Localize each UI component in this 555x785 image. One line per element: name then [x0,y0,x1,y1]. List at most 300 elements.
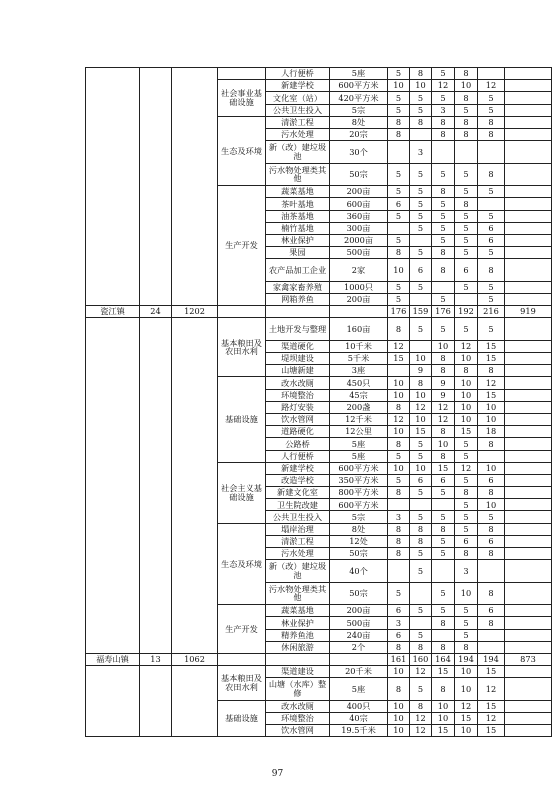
category-cell: 生态及环境 [218,523,266,605]
year-value: 8 [455,548,478,560]
year-value: 10 [388,666,410,678]
year-value: 15 [455,426,478,438]
year-value: 15 [388,353,410,365]
year-value: 8 [455,198,478,210]
year-value: 8 [455,92,478,104]
year-value: 5 [410,92,432,104]
year-value: 5 [432,234,455,246]
year-value: 10 [455,389,478,401]
year-value: 5 [388,92,410,104]
year-value: 5 [432,163,455,186]
item-name: 改造学校 [266,474,330,486]
scale-value: 500亩 [330,247,388,259]
town-summary-row [86,306,552,318]
year-value: 10 [410,80,432,92]
scale-value: 8处 [330,116,388,128]
year-value: 8 [478,163,505,186]
item-name: 楠竹基地 [266,222,330,234]
year-value: 10 [388,259,410,282]
scale-value: 50宗 [330,163,388,186]
scale-value: 20宗 [330,128,388,140]
year-value: 10 [410,389,432,401]
blank-count-cell [140,666,172,737]
year-value: 12 [388,413,410,425]
year-value: 5 [455,222,478,234]
year-value: 6 [478,605,505,617]
year-value: 8 [478,438,505,450]
item-name: 污水处理 [266,548,330,560]
year-value: 5 [410,222,432,234]
total-value: 176 [388,306,410,318]
total-value: 160 [410,653,432,665]
year-value [410,293,432,305]
year-value [505,450,552,462]
year-value: 8 [432,128,455,140]
year-value: 6 [478,222,505,234]
item-name: 林业保护 [266,617,330,629]
scale-value: 5座 [330,68,388,80]
scale-value: 350平方米 [330,474,388,486]
blank-area-cell [172,666,218,737]
year-value: 10 [410,353,432,365]
year-value [388,365,410,377]
year-value: 8 [388,678,410,701]
scale-value: 600平方米 [330,80,388,92]
year-value: 5 [410,450,432,462]
scale-value: 19.5千米 [330,725,388,737]
total-value: 919 [505,306,552,318]
item-name: 清淤工程 [266,116,330,128]
year-value: 5 [410,163,432,186]
year-value [505,318,552,341]
year-value: 8 [478,548,505,560]
year-value: 10 [410,413,432,425]
scale-value: 5宗 [330,104,388,116]
total-value: 194 [478,653,505,665]
blank-town-cell [86,68,140,306]
year-value [505,511,552,523]
year-value: 8 [388,487,410,499]
year-value [505,104,552,116]
year-value: 15 [478,666,505,678]
year-value [505,210,552,222]
year-value: 8 [432,247,455,259]
year-value [388,499,410,511]
table-row [86,68,552,80]
year-value: 5 [410,210,432,222]
year-value: 5 [410,186,432,198]
empty-cell [330,306,388,318]
year-value: 8 [478,523,505,535]
total-value: 192 [455,306,478,318]
year-value [455,293,478,305]
category-cell: 社会主义基础设施 [218,462,266,523]
total-value: 873 [505,653,552,665]
year-value: 12 [410,666,432,678]
year-value [505,293,552,305]
total-value: 194 [455,653,478,665]
category-cell: 生产开发 [218,186,266,306]
year-value: 8 [432,641,455,653]
year-value [505,141,552,164]
year-value: 5 [432,222,455,234]
year-value: 5 [388,186,410,198]
year-value [505,247,552,259]
year-value [505,713,552,725]
year-value: 5 [478,293,505,305]
scale-value: 50宗 [330,582,388,605]
year-value: 5 [432,582,455,605]
year-value: 10 [410,462,432,474]
year-value: 5 [455,163,478,186]
year-value: 5 [478,247,505,259]
year-value: 8 [388,401,410,413]
year-value: 10 [388,80,410,92]
year-value: 8 [432,116,455,128]
year-value: 15 [432,666,455,678]
category-cell: 基本粮田及农田水利 [218,318,266,377]
blank-area-cell [172,68,218,306]
year-value [505,80,552,92]
year-value [505,163,552,186]
year-value: 5 [455,523,478,535]
year-value [505,678,552,701]
year-value [505,116,552,128]
year-value [505,641,552,653]
year-value: 8 [478,487,505,499]
year-value: 10 [455,678,478,701]
year-value: 8 [432,365,455,377]
item-name: 文化室（站） [266,92,330,104]
year-value: 12 [410,401,432,413]
year-value: 15 [410,426,432,438]
scale-value: 2000亩 [330,234,388,246]
year-value [432,141,455,164]
scale-value: 200盏 [330,401,388,413]
item-name: 精养鱼池 [266,629,330,641]
year-value: 5 [388,474,410,486]
item-name: 网箱养鱼 [266,293,330,305]
year-value [478,198,505,210]
year-value [505,617,552,629]
scale-value: 5座 [330,438,388,450]
year-value [505,353,552,365]
year-value [505,92,552,104]
year-value: 5 [388,210,410,222]
item-name: 污水物处理类其他 [266,163,330,186]
year-value [505,186,552,198]
category-cell: 基础设施 [218,377,266,462]
category-cell: 生态及环境 [218,116,266,185]
scale-value: 12千米 [330,413,388,425]
year-value: 5 [432,68,455,80]
year-value: 8 [388,318,410,341]
item-name: 新建学校 [266,80,330,92]
year-value: 8 [455,641,478,653]
year-value: 15 [478,340,505,352]
year-value [505,198,552,210]
scale-value: 20千米 [330,666,388,678]
year-value: 8 [388,641,410,653]
year-value: 5 [432,198,455,210]
year-value [505,281,552,293]
year-value: 10 [388,700,410,712]
year-value: 10 [432,340,455,352]
year-value [478,68,505,80]
year-value [388,560,410,583]
year-value [478,629,505,641]
year-value: 5 [410,629,432,641]
year-value: 12 [478,80,505,92]
year-value: 12 [388,340,410,352]
scale-value: 40个 [330,560,388,583]
year-value [432,281,455,293]
town-name: 福寿山镇 [86,653,140,665]
year-value [478,560,505,583]
year-value: 6 [388,198,410,210]
year-value: 10 [388,389,410,401]
year-value: 10 [455,725,478,737]
year-value: 10 [388,462,410,474]
year-value: 5 [455,629,478,641]
year-value: 8 [455,487,478,499]
year-value [505,259,552,282]
year-value: 6 [432,474,455,486]
year-value: 5 [432,92,455,104]
scale-value: 200亩 [330,293,388,305]
year-value [505,605,552,617]
scale-value: 240亩 [330,629,388,641]
year-value: 10 [388,377,410,389]
town-summary-row [86,653,552,665]
year-value: 10 [388,713,410,725]
year-value: 9 [432,389,455,401]
year-value: 10 [455,353,478,365]
year-value: 8 [432,678,455,701]
year-value [505,560,552,583]
scale-value: 3座 [330,365,388,377]
scale-value: 600亩 [330,198,388,210]
year-value: 3 [410,141,432,164]
year-value: 5 [455,247,478,259]
item-name: 环境整治 [266,713,330,725]
year-value [388,222,410,234]
blank-town-cell [86,666,140,737]
year-value: 8 [410,377,432,389]
item-name: 人行便桥 [266,68,330,80]
year-value: 3 [388,511,410,523]
year-value: 5 [455,104,478,116]
year-value: 8 [478,582,505,605]
year-value: 5 [410,247,432,259]
item-name: 公共卫生投入 [266,511,330,523]
year-value [505,725,552,737]
item-name: 污水处理 [266,128,330,140]
year-value: 5 [410,678,432,701]
scale-value: 160亩 [330,318,388,341]
year-value: 5 [478,210,505,222]
year-value: 6 [478,474,505,486]
year-value: 8 [478,116,505,128]
scale-value: 2个 [330,641,388,653]
item-name: 污水物处理类其他 [266,582,330,605]
village-count: 24 [140,306,172,318]
year-value: 15 [478,700,505,712]
item-name: 休闲旅游 [266,641,330,653]
year-value: 10 [388,426,410,438]
area-value: 1202 [172,306,218,318]
year-value: 12 [432,80,455,92]
item-name: 渠道硬化 [266,340,330,352]
scale-value: 200亩 [330,186,388,198]
year-value: 8 [432,259,455,282]
year-value [505,535,552,547]
year-value: 5 [410,560,432,583]
item-name: 改水改厕 [266,700,330,712]
town-name: 瓷江镇 [86,306,140,318]
year-value: 12 [432,401,455,413]
year-value: 5 [388,450,410,462]
year-value: 6 [478,234,505,246]
total-value: 159 [410,306,432,318]
blank-town-cell [86,318,140,654]
year-value: 8 [455,128,478,140]
year-value: 12 [478,713,505,725]
year-value: 15 [478,725,505,737]
scale-value: 5座 [330,450,388,462]
year-value [505,582,552,605]
scale-value: 800平方米 [330,487,388,499]
scale-value: 400只 [330,700,388,712]
year-value: 5 [432,605,455,617]
year-value: 5 [410,605,432,617]
scale-value: 45宗 [330,389,388,401]
year-value: 5 [388,281,410,293]
year-value: 10 [455,401,478,413]
year-value [505,401,552,413]
year-value: 5 [478,318,505,341]
year-value: 8 [388,548,410,560]
blank-area-cell [172,318,218,654]
year-value: 5 [410,438,432,450]
year-value [505,462,552,474]
empty-cell [218,653,266,665]
item-name: 蔬菜基地 [266,605,330,617]
year-value: 8 [388,116,410,128]
item-name: 人行便桥 [266,450,330,462]
scale-value: 300亩 [330,222,388,234]
item-name: 果园 [266,247,330,259]
item-name: 渠道建设 [266,666,330,678]
total-value: 164 [432,653,455,665]
empty-cell [266,653,330,665]
year-value: 8 [410,523,432,535]
scale-value: 12公里 [330,426,388,438]
item-name: 新建学校 [266,462,330,474]
year-value: 10 [478,401,505,413]
year-value: 8 [410,641,432,653]
scale-value: 30个 [330,141,388,164]
scale-value: 12处 [330,535,388,547]
year-value [505,128,552,140]
year-value: 8 [432,523,455,535]
table-row [86,318,552,341]
year-value: 5 [455,499,478,511]
year-value [505,666,552,678]
year-value: 15 [478,353,505,365]
scale-value: 500亩 [330,617,388,629]
year-value: 10 [478,499,505,511]
year-value: 12 [455,462,478,474]
year-value: 5 [410,487,432,499]
scale-value: 50宗 [330,548,388,560]
item-name: 农产品加工企业 [266,259,330,282]
item-name: 山塘（水库）整修 [266,678,330,701]
year-value [505,340,552,352]
year-value: 15 [455,713,478,725]
year-value [505,222,552,234]
year-value: 6 [410,474,432,486]
year-value [410,617,432,629]
year-value: 6 [455,535,478,547]
scale-value: 5座 [330,678,388,701]
year-value: 8 [410,116,432,128]
year-value: 12 [455,700,478,712]
year-value [505,523,552,535]
scale-value: 420平方米 [330,92,388,104]
scale-value: 600平方米 [330,462,388,474]
year-value: 10 [432,713,455,725]
year-value: 5 [432,318,455,341]
year-value [505,700,552,712]
year-value: 5 [388,234,410,246]
year-value: 8 [455,116,478,128]
year-value: 8 [432,450,455,462]
year-value: 8 [388,247,410,259]
year-value [505,499,552,511]
year-value: 8 [432,617,455,629]
year-value: 5 [455,511,478,523]
year-value: 8 [388,523,410,535]
year-value: 5 [478,511,505,523]
total-value: 176 [432,306,455,318]
year-value: 15 [432,725,455,737]
year-value: 10 [388,725,410,737]
year-value [410,234,432,246]
category-cell [218,68,266,80]
year-value: 5 [478,92,505,104]
year-value: 5 [478,186,505,198]
year-value: 5 [455,281,478,293]
item-name: 道路硬化 [266,426,330,438]
year-value: 8 [478,259,505,282]
year-value: 8 [478,128,505,140]
year-value [432,560,455,583]
year-value [505,413,552,425]
year-value: 5 [432,487,455,499]
year-value: 3 [455,560,478,583]
year-value [505,629,552,641]
year-value: 8 [432,186,455,198]
year-value: 8 [410,535,432,547]
category-cell: 社会事业基础设施 [218,80,266,117]
total-value: 216 [478,306,505,318]
year-value: 5 [410,104,432,116]
year-value: 5 [455,617,478,629]
year-value [432,629,455,641]
year-value: 15 [432,462,455,474]
item-name: 饮水管网 [266,725,330,737]
